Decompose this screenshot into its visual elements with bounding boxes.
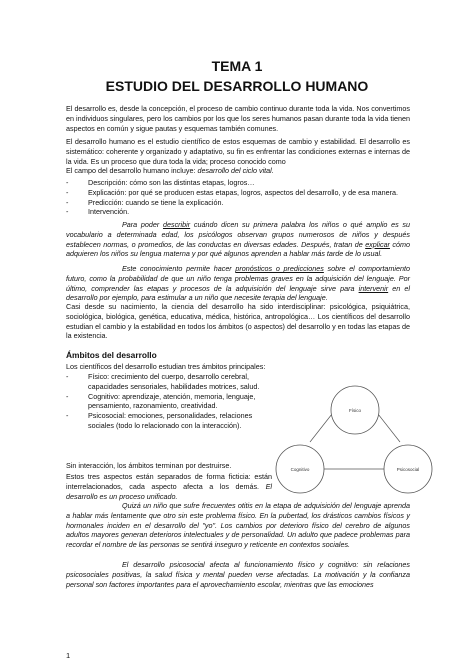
goals-list: [66, 178, 410, 217]
list-item: - Cognitivo: aprendizaje, atención, memoria, lenguaje, pensamiento, razonamiento, creatividad.: [66, 392, 272, 412]
text-run: sobre el comportamiento futuro, como la probabilidad de que un niño tenga problemas graves en la adquisición del lenguaje. Por último, comprender las etapas y procesos de la adquisición del lenguaje sirve para: [66, 264, 410, 293]
domains-diagram: [274, 384, 442, 502]
list-item: - Descripción: cómo son las distintas etapas, logros…: [66, 178, 410, 188]
section-heading: Ámbitos del desarrollo: [66, 350, 157, 360]
text-run-italic: El desarrollo es un proceso unificado.: [66, 481, 272, 501]
underlined-term: pronósticos o predicciones: [235, 264, 324, 273]
underlined-term: intervenir: [358, 283, 389, 293]
underlined-term: describir: [162, 220, 191, 229]
diagram-label: Psicosocial: [396, 467, 420, 472]
link-line: [378, 414, 400, 442]
paragraph-domains-intro: Los científicos del desarrollo estudian tres ámbitos principales:: [66, 362, 266, 371]
domains-list: [66, 372, 272, 431]
text-run: cómo adquieren los niños su lengua materna y por qué algunos aprenden a hablar más tarde de lo usual.: [66, 239, 410, 259]
paragraph-describe-explain: [66, 220, 410, 259]
list-item: - Físico: crecimiento del cuerpo, desarrollo cerebral, capacidades sensoriales, habilidades motrices, salud.: [66, 372, 272, 392]
list-item: - Predicción: cuando se tiene la explicación.: [66, 198, 410, 208]
link-line: [310, 414, 332, 442]
paragraph-field: [66, 166, 410, 176]
field-italic: desarrollo del ciclo vital.: [197, 166, 274, 175]
text-run: Este conocimiento permite hacer: [122, 264, 236, 273]
diagram-label: Cognitivo: [290, 467, 310, 472]
paragraph-psychosocial: El desarrollo psicosocial afecta al funcionamiento físico y cognitivo: sin relaciones psicosociales positivas, la salud física y mental pueden verse afectadas. La motivación y la confianza personal son factores importantes para el aprovechamiento escolar, mientras que las emociones: [66, 560, 410, 589]
text-run: cuándo dicen su primera palabra los niños o qué amplio es su vocabulario a determinada edad, los psicólogos observan grupos numerosos de niños y después establecen normas, o promedios, de las conductas en diversas edades. Después, tratan de: [66, 220, 411, 249]
underlined-term: explicar: [365, 239, 390, 249]
text-run: Para poder: [122, 220, 163, 229]
paragraph-predict-intervene: [66, 264, 410, 303]
list-item: - Psicosocial: emociones, personalidades, relaciones sociales (todo lo relacionado con la interacción).: [66, 411, 272, 431]
paragraph-interaction: Sin interacción, los ámbitos terminan por destruirse.: [66, 461, 232, 470]
paragraph-interrelated: [66, 472, 272, 501]
text-run: en el desarrollo por ejemplo, para estimular a un niño que necesite terapia del lenguaje.: [66, 283, 410, 303]
text-run: Estos tres aspectos están separados de forma ficticia: están interrelacionados, cada aspecto afecta a los demás.: [66, 472, 272, 491]
topic-title: TEMA 1: [211, 58, 263, 74]
paragraph-examples: Quizá un niño que sufre frecuentes otitis en la etapa de adquisición del lenguaje aprenda a hablar más lentamente que otro sin este problema físico. En la pubertad, los drásticos cambios físicos y hormonales inciden en el desarrollo del "yo". Los cambios por deterioro físico del cerebro de algunos adultos mayores generan deterioros intelectuales y de personalidad. Un adulto que padece problemas para recordar el nombre de las personas se sentirá inseguro y reticente en contextos sociales.: [66, 501, 410, 550]
list-item: - Intervención.: [66, 207, 410, 217]
paragraph-definition: El desarrollo humano es el estudio científico de estos esquemas de cambio y estabilidad. El desarrollo es sistemático: coherente y organizado y adaptativo, su fin es enfrentar las condiciones externas e internas de la vida. Es un proceso que dura toda la vida; proceso conocido como: [66, 137, 410, 166]
list-item: - Explicación: por qué se producen estas etapas, logros, aspectos del desarrollo, y de esa manera.: [66, 188, 410, 198]
topic-subtitle: ESTUDIO DEL DESARROLLO HUMANO: [105, 78, 369, 94]
page-number: 1: [66, 651, 71, 660]
field-prefix: El campo del desarrollo humano incluye:: [66, 166, 198, 175]
diagram-label: Físico: [348, 408, 362, 413]
paragraph-intro: El desarrollo es, desde la concepción, el proceso de cambio continuo durante toda la vida. Nos convertimos en individuos singulares, pero los cambios por los que los seres humanos pasan durante toda la vida tienen aspectos en común y sigue pautas y esquemas también comunes.: [66, 104, 410, 133]
paragraph-interdisciplinary: Casi desde su nacimiento, la ciencia del desarrollo ha sido interdisciplinar: psicológica, psiquiátrica, sociológica, biológica, genética, educativa, médica, histórica, antropológica… Los científicos del desarrollo estudian el cambio y la estabilidad en todos los ámbitos (o aspectos) del desarrollo y en todas las etapas de la existencia.: [66, 302, 411, 341]
